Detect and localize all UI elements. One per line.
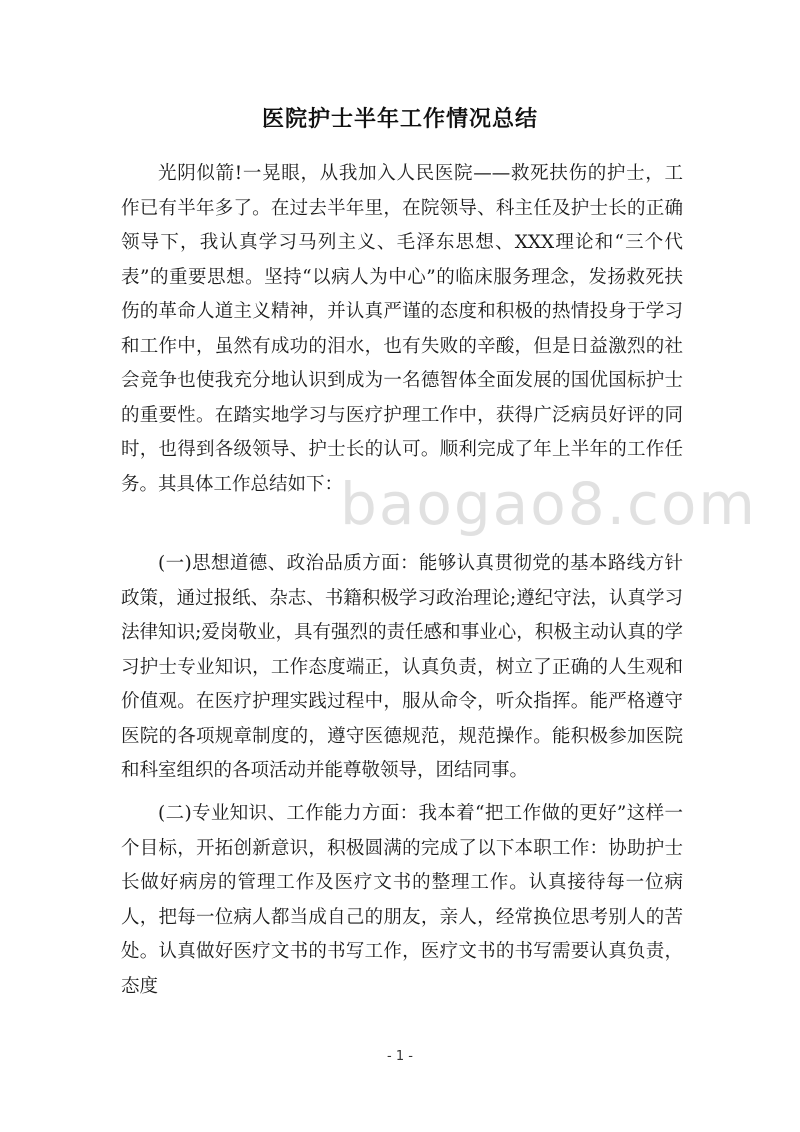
watermark: baogao8.com [340, 470, 757, 538]
page-number: - 1 - [387, 1049, 413, 1064]
paragraph-intro: 光阴似箭!一晃眼，从我加入人民医院——救死扶伤的护士，工作已有半年多了。在过去半年里，在院领导、科主任及护士长的正确领导下，我认真学习马列主义、毛泽东思想、XXX理论和“三个代表”的重要思想。坚持“以病人为中心”的临床服务理念，发扬救死扶伤的革命人道主义精神，并认真严谨的态度和积极的热情投身于学习和工作中，虽然有成功的泪水，也有失败的辛酸，但是日益激烈的社会竞争也使我充分地认识到成为一名德智体全面发展的国优国标护士的重要性。在踏实地学习与医疗护理工作中，获得广泛病员好评的同时，也得到各级领导、护士长的认可。顺利完成了年上半年的工作任务。其具体工作总结如下： [121, 163, 683, 495]
page-title: 医院护士半年工作情况总结 [261, 107, 538, 132]
paragraph-ideology: (一)思想道德、政治品质方面：能够认真贯彻党的基本路线方针政策，通过报纸、杂志、书籍积极学习政治理论;遵纪守法，认真学习法律知识;爱岗敬业，具有强烈的责任感和事业心，积极主动认真的学习护士专业知识，工作态度端正，认真负责，树立了正确的人生观和价值观。在医疗护理实践过程中，服从命令，听众指挥。能严格遵守医院的各项规章制度的，遵守医德规范，规范操作。能积极参加医院和科室组织的各项活动并能尊敬领导，团结同事。 [121, 553, 683, 781]
paragraph-professional: (二)专业知识、工作能力方面：我本着“把工作做的更好”这样一个目标，开拓创新意识，积极圆满的完成了以下本职工作：协助护士长做好病房的管理工作及医疗文书的整理工作。认真接待每一位病人，把每一位病人都当成自己的朋友，亲人，经常换位思考别人的苦处。认真做好医疗文书的书写工作，医疗文书的书写需要认真负责，态度 [121, 803, 683, 997]
